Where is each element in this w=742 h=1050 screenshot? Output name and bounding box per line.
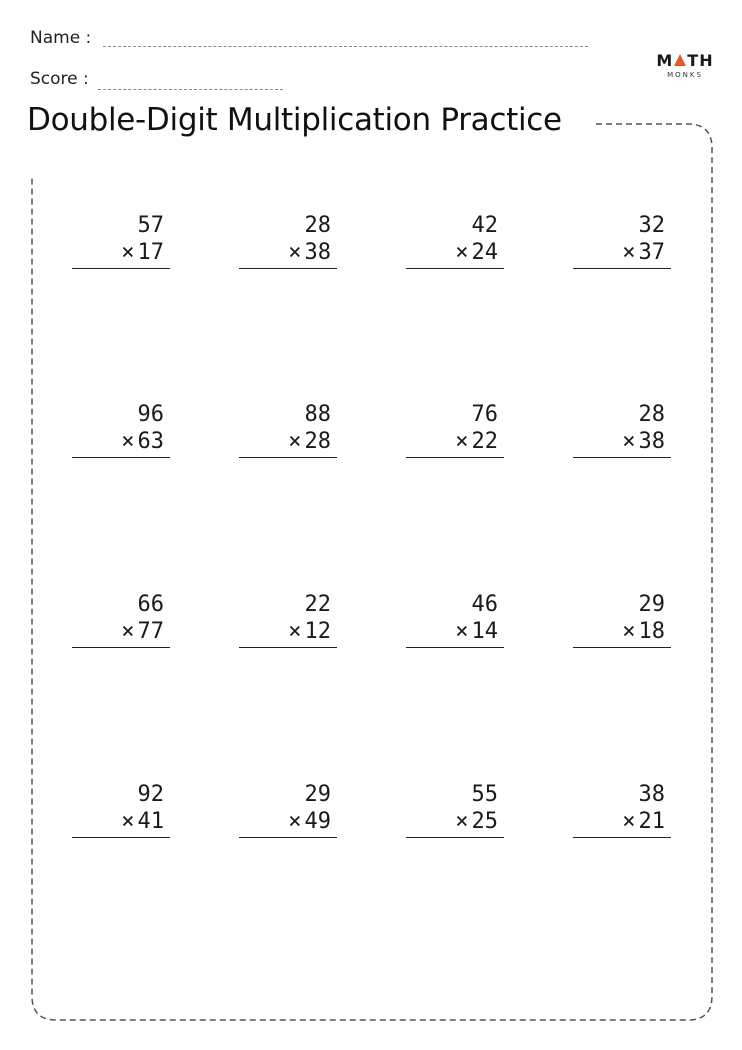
multiplier-row: [239, 428, 337, 455]
multiplier: 17: [137, 240, 164, 265]
multiplier-row: [573, 239, 671, 266]
answer-line[interactable]: [406, 837, 504, 838]
multiplicand: 46: [471, 592, 498, 617]
problem-5: [72, 401, 170, 458]
multiplier-row: [72, 239, 170, 266]
answer-line[interactable]: [573, 457, 671, 458]
problem-16: [573, 781, 671, 838]
problem-8: [573, 401, 671, 458]
answer-line[interactable]: [573, 837, 671, 838]
multiplicand: 96: [137, 402, 164, 427]
multiplier-row: [239, 808, 337, 835]
multiplicand: 76: [471, 402, 498, 427]
problem-2: [239, 212, 337, 269]
multiply-sign: ×: [622, 619, 636, 644]
multiply-sign: ×: [121, 809, 135, 834]
multiply-sign: ×: [288, 809, 302, 834]
multiplier: 25: [471, 809, 498, 834]
multiplier-row: [239, 239, 337, 266]
multiply-sign: ×: [622, 240, 636, 265]
multiplier: 28: [304, 429, 331, 454]
logo-word-right: TH: [687, 51, 714, 70]
multiply-sign: ×: [455, 809, 469, 834]
problem-12: [573, 591, 671, 648]
multiplier-row: [573, 808, 671, 835]
multiplier-row: [72, 428, 170, 455]
problem-15: [406, 781, 504, 838]
multiplier-row: [406, 239, 504, 266]
multiplier: 18: [638, 619, 665, 644]
answer-line[interactable]: [406, 647, 504, 648]
multiplier-row: [72, 808, 170, 835]
multiplier: 63: [137, 429, 164, 454]
multiplicand: 38: [638, 782, 665, 807]
multiplicand: 66: [137, 592, 164, 617]
answer-line[interactable]: [72, 647, 170, 648]
problem-9: [72, 591, 170, 648]
multiplier-row: [72, 618, 170, 645]
answer-line[interactable]: [239, 457, 337, 458]
multiply-sign: ×: [288, 619, 302, 644]
multiplier-row: [239, 618, 337, 645]
math-monks-logo: [652, 52, 718, 80]
multiplicand: 32: [638, 213, 665, 238]
multiplier: 38: [638, 429, 665, 454]
logo-subtitle: MONKS: [667, 71, 703, 79]
multiplier: 24: [471, 240, 498, 265]
multiply-sign: ×: [455, 429, 469, 454]
score-label: Score :: [30, 69, 89, 89]
name-field[interactable]: [103, 46, 588, 47]
problem-14: [239, 781, 337, 838]
multiply-sign: ×: [622, 809, 636, 834]
multiplier: 41: [137, 809, 164, 834]
answer-line[interactable]: [72, 268, 170, 269]
multiplier: 14: [471, 619, 498, 644]
multiplier-row: [406, 808, 504, 835]
multiplier: 49: [304, 809, 331, 834]
multiplier-row: [573, 618, 671, 645]
triangle-icon: [674, 54, 686, 66]
problem-10: [239, 591, 337, 648]
problem-6: [239, 401, 337, 458]
multiplier: 22: [471, 429, 498, 454]
multiplier: 21: [638, 809, 665, 834]
multiplier: 12: [304, 619, 331, 644]
page-title: Double-Digit Multiplication Practice: [27, 102, 562, 138]
problem-13: [72, 781, 170, 838]
problem-7: [406, 401, 504, 458]
multiplicand: 55: [471, 782, 498, 807]
answer-line[interactable]: [72, 457, 170, 458]
answer-line[interactable]: [573, 647, 671, 648]
multiply-sign: ×: [288, 240, 302, 265]
multiplicand: 22: [304, 592, 331, 617]
multiplicand: 28: [304, 213, 331, 238]
answer-line[interactable]: [239, 837, 337, 838]
multiplicand: 42: [471, 213, 498, 238]
answer-line[interactable]: [406, 457, 504, 458]
problem-11: [406, 591, 504, 648]
multiplier: 38: [304, 240, 331, 265]
answer-line[interactable]: [239, 647, 337, 648]
name-label: Name :: [30, 28, 92, 48]
multiply-sign: ×: [121, 429, 135, 454]
multiply-sign: ×: [455, 619, 469, 644]
problem-1: [72, 212, 170, 269]
multiplier-row: [573, 428, 671, 455]
multiplier-row: [406, 428, 504, 455]
multiplier: 77: [137, 619, 164, 644]
answer-line[interactable]: [406, 268, 504, 269]
multiplier: 37: [638, 240, 665, 265]
logo-word-left: M: [656, 51, 674, 70]
multiplicand: 57: [137, 213, 164, 238]
answer-line[interactable]: [239, 268, 337, 269]
multiplicand: 29: [638, 592, 665, 617]
problem-3: [406, 212, 504, 269]
multiply-sign: ×: [121, 619, 135, 644]
multiplicand: 88: [304, 402, 331, 427]
logo-word: [652, 52, 718, 70]
multiplicand: 28: [638, 402, 665, 427]
multiplier-row: [406, 618, 504, 645]
multiply-sign: ×: [288, 429, 302, 454]
multiply-sign: ×: [121, 240, 135, 265]
multiplicand: 92: [137, 782, 164, 807]
multiply-sign: ×: [455, 240, 469, 265]
multiply-sign: ×: [622, 429, 636, 454]
multiplicand: 29: [304, 782, 331, 807]
answer-line[interactable]: [72, 837, 170, 838]
score-field[interactable]: [98, 89, 283, 90]
problem-4: [573, 212, 671, 269]
answer-line[interactable]: [573, 268, 671, 269]
